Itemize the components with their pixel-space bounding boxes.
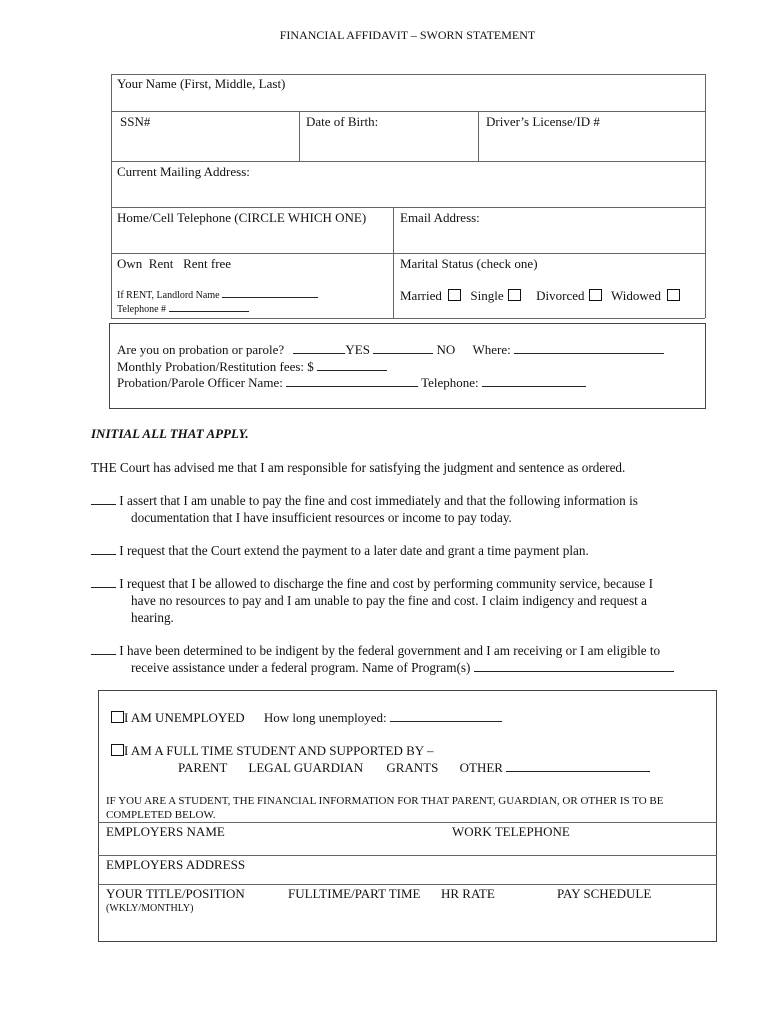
probation-yes-line[interactable] bbox=[293, 352, 345, 354]
grants-option[interactable]: GRANTS bbox=[386, 760, 439, 775]
fulltime-field[interactable]: FULLTIME/PART TIME bbox=[288, 886, 421, 901]
landlord-phone-line[interactable] bbox=[169, 310, 249, 312]
probation-fees-line[interactable] bbox=[317, 369, 387, 371]
probation-question-row bbox=[117, 342, 664, 358]
dob-field[interactable]: Date of Birth: bbox=[306, 114, 379, 129]
student-checkbox[interactable] bbox=[111, 744, 124, 756]
unemployed-checkbox[interactable] bbox=[111, 711, 124, 723]
title-position-field[interactable]: YOUR TITLE/POSITION bbox=[106, 886, 245, 901]
landlord-name-line[interactable] bbox=[222, 296, 318, 298]
employers-address-field[interactable]: EMPLOYERS ADDRESS bbox=[106, 857, 246, 872]
probation-where: Where: bbox=[472, 342, 511, 357]
statement-3-line1: I request that I be allowed to discharge the fine and cost by performing community service, because I bbox=[119, 576, 653, 591]
probation-telephone-label: Telephone: bbox=[421, 375, 479, 390]
statement-3-line3: hearing. bbox=[131, 610, 174, 625]
statement-2-line1: I request that the Court extend the payment to a later date and grant a time payment plan. bbox=[119, 543, 589, 558]
widowed-checkbox[interactable] bbox=[667, 289, 680, 301]
statement-1-line2: documentation that I have insufficient resources or income to pay today. bbox=[131, 510, 512, 525]
probation-officer-row bbox=[117, 375, 586, 391]
statement-1-initial-line[interactable] bbox=[91, 503, 116, 505]
statement-4 bbox=[91, 642, 674, 676]
statement-3-line2: have no resources to pay and I am unable to pay the fine and cost. I claim indigency and request a bbox=[131, 593, 647, 608]
name-field[interactable]: Your Name (First, Middle, Last) bbox=[117, 76, 286, 91]
statement-4-initial-line[interactable] bbox=[91, 653, 116, 655]
housing-options[interactable]: Own Rent Rent free bbox=[117, 256, 232, 271]
student-row bbox=[111, 743, 433, 759]
probation-telephone-line[interactable] bbox=[482, 385, 586, 387]
landlord-phone-row bbox=[117, 304, 249, 315]
statement-1 bbox=[91, 492, 638, 526]
probation-question: Are you on probation or parole? bbox=[117, 342, 285, 357]
email-field[interactable]: Email Address: bbox=[400, 210, 480, 225]
license-field[interactable]: Driver’s License/ID # bbox=[486, 114, 600, 129]
widowed-label: Widowed bbox=[610, 288, 662, 303]
program-name-line[interactable] bbox=[474, 670, 674, 672]
probation-officer-line[interactable] bbox=[286, 385, 418, 387]
married-label: Married bbox=[400, 288, 442, 303]
statement-2-initial-line[interactable] bbox=[91, 553, 116, 555]
landlord-phone-label: Telephone # bbox=[117, 304, 167, 315]
work-telephone-field[interactable]: WORK TELEPHONE bbox=[452, 824, 570, 839]
probation-fees-row bbox=[117, 359, 387, 375]
unemployed-label: I AM UNEMPLOYED bbox=[124, 710, 245, 725]
how-long-label: How long unemployed: bbox=[263, 710, 387, 725]
employers-name-field[interactable]: EMPLOYERS NAME bbox=[106, 824, 225, 839]
probation-yes: YES bbox=[345, 342, 370, 357]
statement-2 bbox=[91, 542, 589, 559]
single-checkbox[interactable] bbox=[508, 289, 521, 301]
statement-4-line2: receive assistance under a federal program. Name of Program(s) bbox=[131, 660, 471, 675]
marital-options bbox=[400, 288, 680, 304]
probation-fees-label: Monthly Probation/Restitution fees: $ bbox=[117, 359, 314, 374]
landlord-name-row bbox=[117, 290, 318, 301]
student-note-line1: IF YOU ARE A STUDENT, THE FINANCIAL INFORMATION FOR THAT PARENT, GUARDIAN, OR OTHER IS TO BE bbox=[106, 795, 664, 807]
student-note-line2: COMPLETED BELOW. bbox=[106, 809, 216, 821]
other-option[interactable]: OTHER bbox=[459, 760, 503, 775]
parent-option[interactable]: PARENT bbox=[178, 760, 228, 775]
page-title: FINANCIAL AFFIDAVIT – SWORN STATEMENT bbox=[279, 28, 536, 42]
probation-where-line[interactable] bbox=[514, 352, 664, 354]
statement-4-line1: I have been determined to be indigent by the federal government and I am receiving or I am eligible to bbox=[119, 643, 661, 658]
phone-field[interactable]: Home/Cell Telephone (CIRCLE WHICH ONE) bbox=[117, 210, 367, 225]
initial-heading: INITIAL ALL THAT APPLY. bbox=[91, 426, 249, 441]
statement-3 bbox=[91, 575, 653, 626]
other-line[interactable] bbox=[506, 770, 650, 772]
married-checkbox[interactable] bbox=[448, 289, 461, 301]
court-statement: THE Court has advised me that I am responsible for satisfying the judgment and sentence as ordered. bbox=[91, 460, 626, 475]
divorced-label: Divorced bbox=[536, 288, 585, 303]
marital-status-label: Marital Status (check one) bbox=[400, 256, 538, 271]
wkly-monthly-label: (WKLY/MONTHLY) bbox=[106, 903, 194, 914]
statement-1-line1: I assert that I am unable to pay the fine and cost immediately and that the following information is bbox=[119, 493, 638, 508]
support-options bbox=[178, 760, 650, 776]
probation-no: NO bbox=[436, 342, 456, 357]
divorced-checkbox[interactable] bbox=[589, 289, 602, 301]
landlord-name-label: If RENT, Landlord Name bbox=[117, 290, 220, 301]
pay-schedule-field[interactable]: PAY SCHEDULE bbox=[557, 886, 652, 901]
single-label: Single bbox=[470, 288, 504, 303]
address-field[interactable]: Current Mailing Address: bbox=[117, 164, 250, 179]
how-long-line[interactable] bbox=[390, 720, 502, 722]
probation-officer-label: Probation/Parole Officer Name: bbox=[117, 375, 283, 390]
student-note bbox=[106, 794, 663, 822]
probation-no-line[interactable] bbox=[373, 352, 433, 354]
statement-3-initial-line[interactable] bbox=[91, 586, 116, 588]
student-label: I AM A FULL TIME STUDENT AND SUPPORTED BY – bbox=[124, 743, 434, 758]
ssn-field[interactable]: SSN# bbox=[120, 114, 151, 129]
guardian-option[interactable]: LEGAL GUARDIAN bbox=[248, 760, 364, 775]
unemployed-row bbox=[111, 710, 502, 726]
hr-rate-field[interactable]: HR RATE bbox=[441, 886, 495, 901]
